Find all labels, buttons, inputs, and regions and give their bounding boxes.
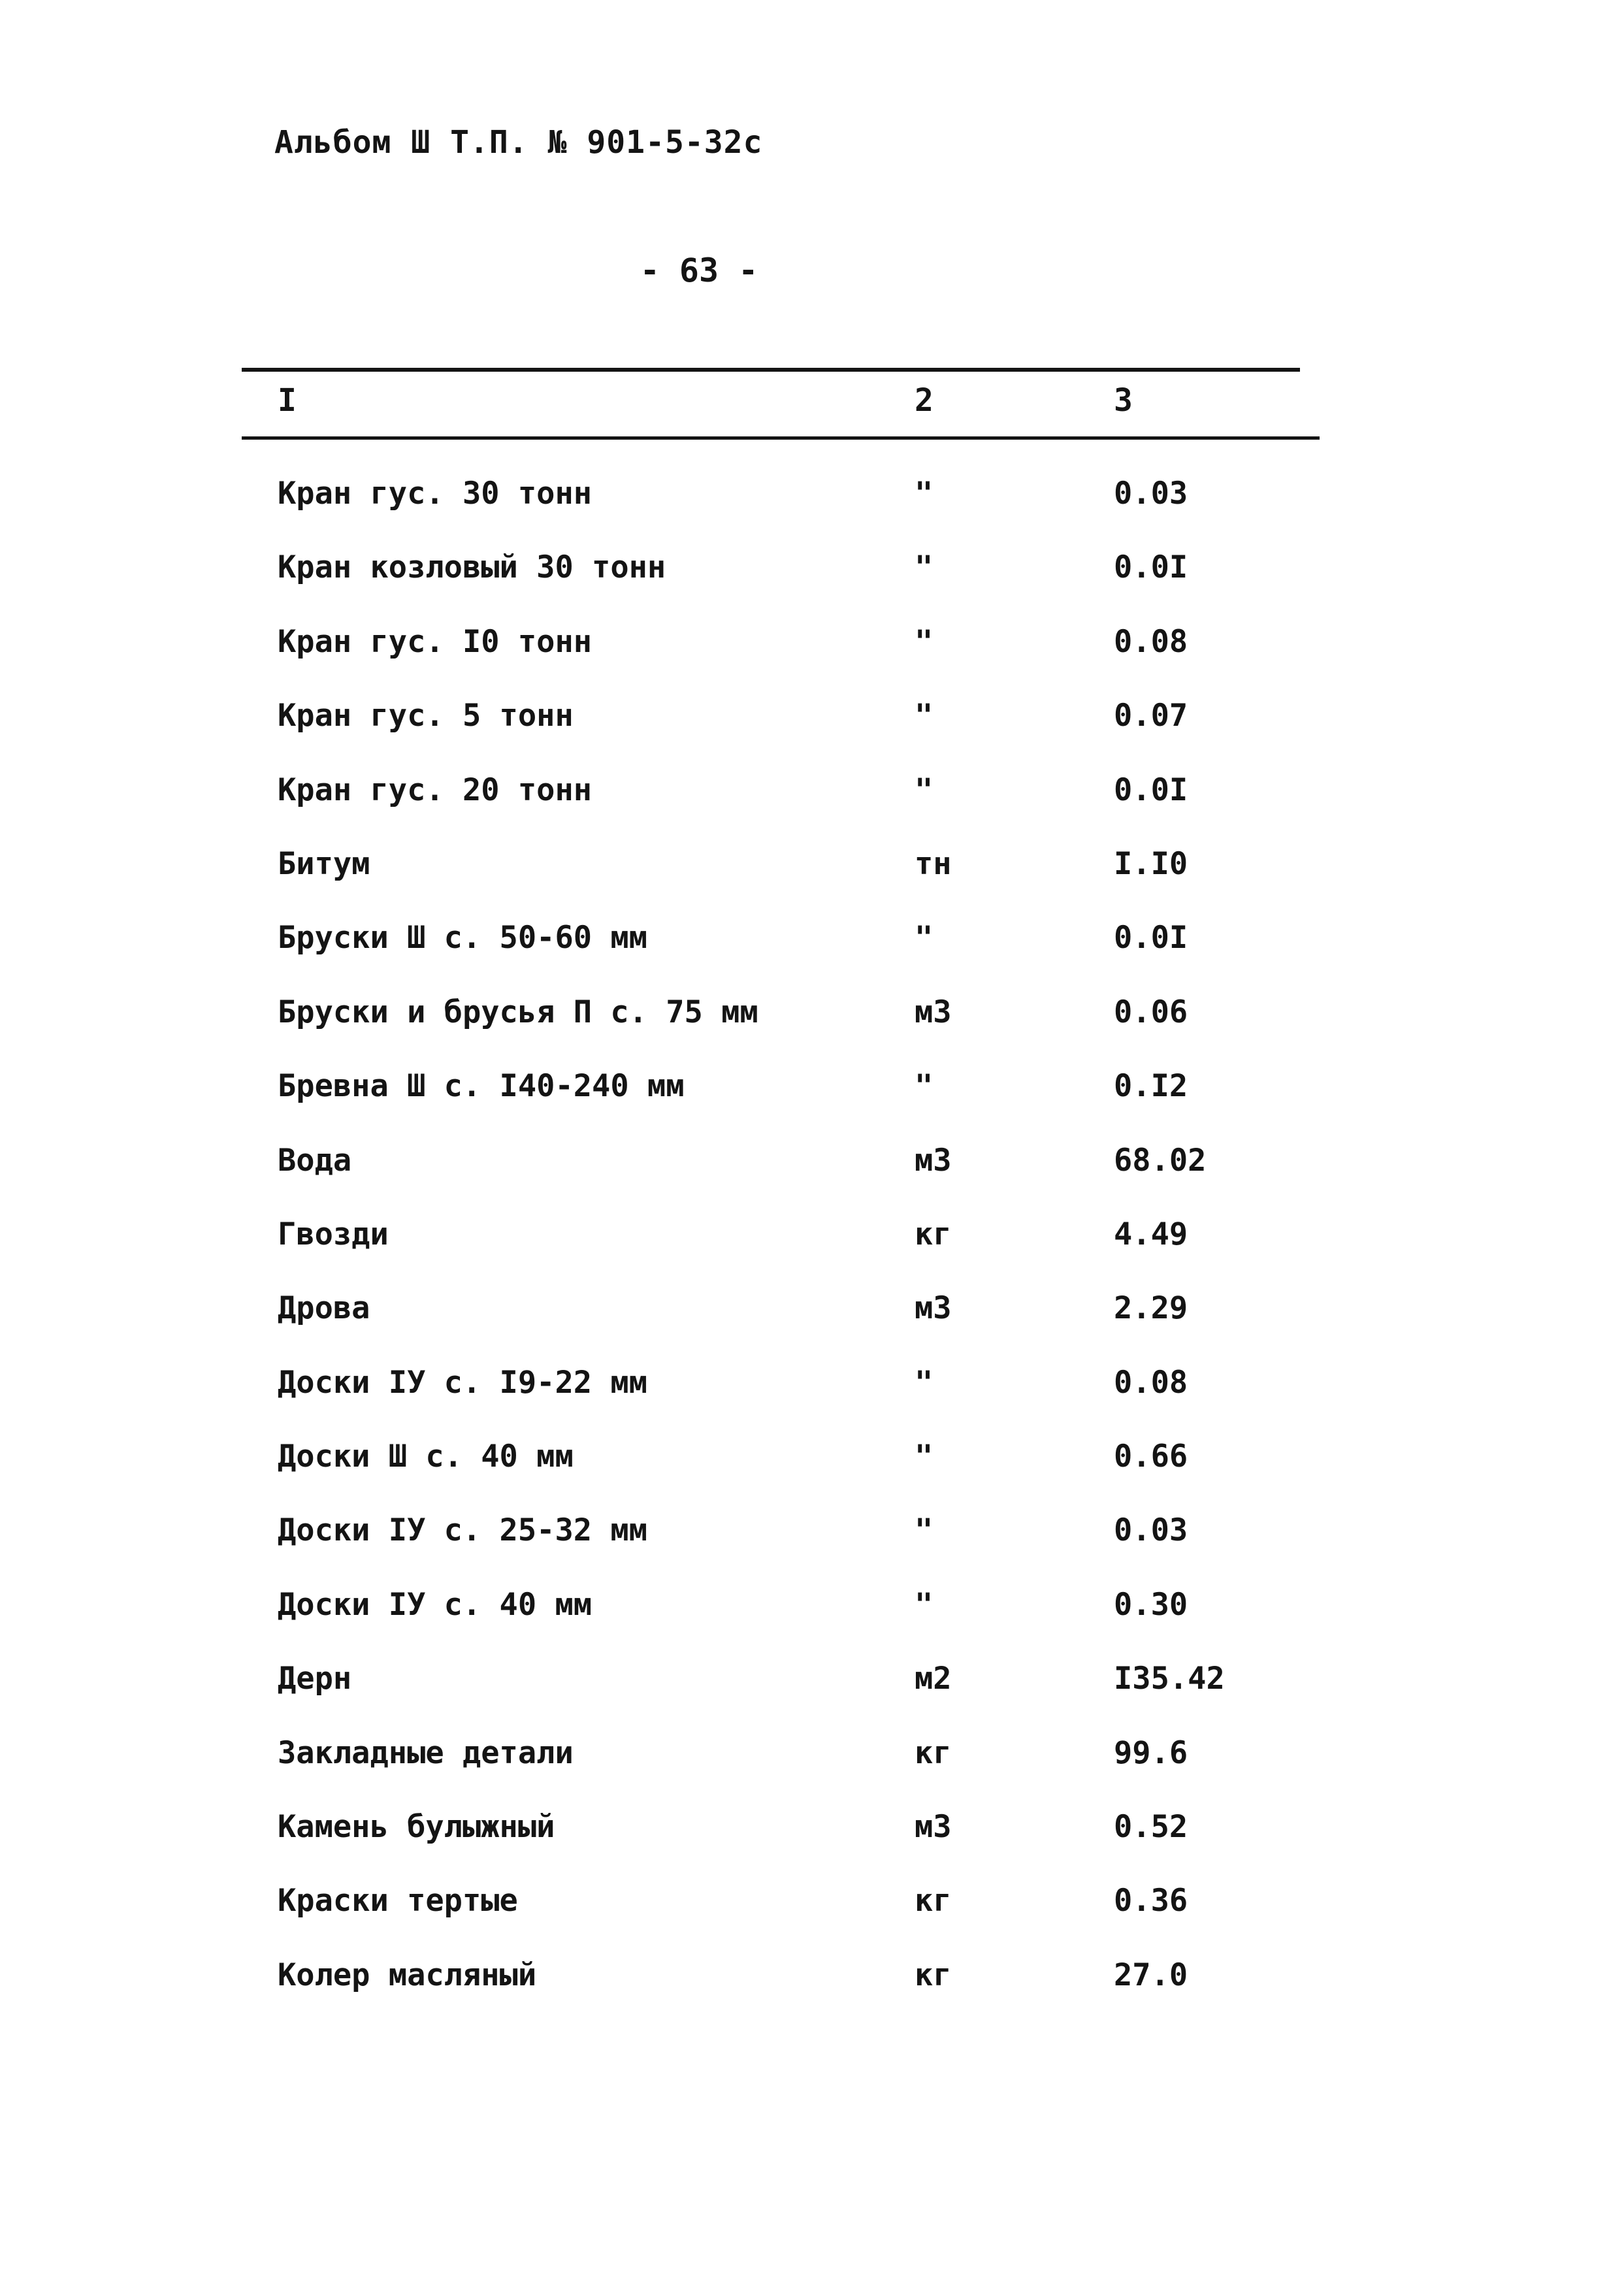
quantity-cell: 0.07 xyxy=(1114,698,1188,734)
material-name: Кран козловый 30 тонн xyxy=(278,549,666,586)
unit-cell: кг xyxy=(915,1216,952,1252)
material-name: Бруски и брусья П с. 75 мм xyxy=(278,994,758,1030)
page-number: - 63 - xyxy=(640,252,758,289)
table-row xyxy=(0,1951,1624,2025)
quantity-cell: I35.42 xyxy=(1114,1661,1225,1697)
quantity-cell: 2.29 xyxy=(1114,1290,1188,1327)
table-row xyxy=(0,1358,1624,1432)
material-name: Кран гус. I0 тонн xyxy=(278,623,593,660)
table-row xyxy=(0,1654,1624,1728)
material-name: Дерн xyxy=(278,1661,352,1697)
table-row xyxy=(0,913,1624,987)
unit-cell: кг xyxy=(915,1883,952,1919)
material-name: Вода xyxy=(278,1142,352,1179)
material-name: Бревна Ш с. I40-240 мм xyxy=(278,1068,685,1105)
material-name: Доски Ш с. 40 мм xyxy=(278,1439,574,1475)
quantity-cell: 0.03 xyxy=(1114,476,1188,512)
material-name: Камень булыжный xyxy=(278,1809,555,1846)
quantity-cell: 27.0 xyxy=(1114,1957,1188,1993)
unit-cell: м3 xyxy=(915,1142,952,1179)
unit-cell: кг xyxy=(915,1957,952,1993)
unit-cell: м2 xyxy=(915,1661,952,1697)
table-row xyxy=(0,1802,1624,1876)
table-row xyxy=(0,766,1624,839)
table-row xyxy=(0,839,1624,913)
quantity-cell: 0.08 xyxy=(1114,623,1188,660)
material-name: Дрова xyxy=(278,1290,370,1327)
material-name: Кран гус. 5 тонн xyxy=(278,698,574,734)
material-name: Доски IУ с. I9-22 мм xyxy=(278,1364,647,1401)
quantity-cell: 0.52 xyxy=(1114,1809,1188,1846)
unit-cell: " xyxy=(915,920,934,956)
quantity-cell: 0.36 xyxy=(1114,1883,1188,1919)
column-header-1: I xyxy=(278,382,297,419)
unit-cell: м3 xyxy=(915,1290,952,1327)
unit-cell: " xyxy=(915,476,934,512)
quantity-cell: 68.02 xyxy=(1114,1142,1207,1179)
quantity-cell: I.I0 xyxy=(1114,845,1188,882)
quantity-cell: 0.0I xyxy=(1114,920,1188,956)
quantity-cell: 0.08 xyxy=(1114,1364,1188,1401)
table-row xyxy=(0,1062,1624,1135)
column-header-3: 3 xyxy=(1114,382,1133,419)
table-row xyxy=(0,469,1624,543)
quantity-cell: 0.0I xyxy=(1114,549,1188,586)
quantity-cell: 99.6 xyxy=(1114,1734,1188,1771)
table-row xyxy=(0,1506,1624,1580)
table-row xyxy=(0,617,1624,691)
unit-cell: " xyxy=(915,772,934,808)
unit-cell: " xyxy=(915,1364,934,1401)
material-name: Доски IУ с. 40 мм xyxy=(278,1586,593,1623)
material-name: Краски тертые xyxy=(278,1883,518,1919)
table-row xyxy=(0,543,1624,617)
unit-cell: " xyxy=(915,623,934,660)
table-row xyxy=(0,691,1624,765)
table-row xyxy=(0,1580,1624,1654)
unit-cell: " xyxy=(915,1586,934,1623)
material-name: Битум xyxy=(278,845,370,882)
unit-cell: кг xyxy=(915,1734,952,1771)
table-row xyxy=(0,1136,1624,1210)
quantity-cell: 0.30 xyxy=(1114,1586,1188,1623)
quantity-cell: 0.03 xyxy=(1114,1512,1188,1549)
unit-cell: " xyxy=(915,1512,934,1549)
material-name: Гвозди xyxy=(278,1216,389,1252)
unit-cell: " xyxy=(915,1068,934,1105)
quantity-cell: 0.I2 xyxy=(1114,1068,1188,1105)
unit-cell: " xyxy=(915,549,934,586)
quantity-cell: 0.06 xyxy=(1114,994,1188,1030)
column-header-2: 2 xyxy=(915,382,934,419)
quantity-cell: 0.0I xyxy=(1114,772,1188,808)
material-name: Колер масляный xyxy=(278,1957,537,1993)
material-name: Кран гус. 30 тонн xyxy=(278,476,593,512)
table-row xyxy=(0,988,1624,1062)
table-row xyxy=(0,1432,1624,1506)
table-row xyxy=(0,1210,1624,1284)
unit-cell: " xyxy=(915,1439,934,1475)
table-row xyxy=(0,1284,1624,1358)
unit-cell: м3 xyxy=(915,994,952,1030)
table-top-rule xyxy=(242,368,1300,372)
album-header: Альбом Ш Т.П. № 901-5-32с xyxy=(274,124,763,161)
table-body xyxy=(0,469,1624,2025)
quantity-cell: 4.49 xyxy=(1114,1216,1188,1252)
material-name: Бруски Ш с. 50-60 мм xyxy=(278,920,647,956)
unit-cell: " xyxy=(915,698,934,734)
material-name: Кран гус. 20 тонн xyxy=(278,772,593,808)
table-row xyxy=(0,1876,1624,1950)
table-row xyxy=(0,1729,1624,1802)
unit-cell: тн xyxy=(915,845,952,882)
unit-cell: м3 xyxy=(915,1809,952,1846)
material-name: Закладные детали xyxy=(278,1734,574,1771)
material-name: Доски IУ с. 25-32 мм xyxy=(278,1512,647,1549)
quantity-cell: 0.66 xyxy=(1114,1439,1188,1475)
table-header-rule xyxy=(242,436,1320,440)
